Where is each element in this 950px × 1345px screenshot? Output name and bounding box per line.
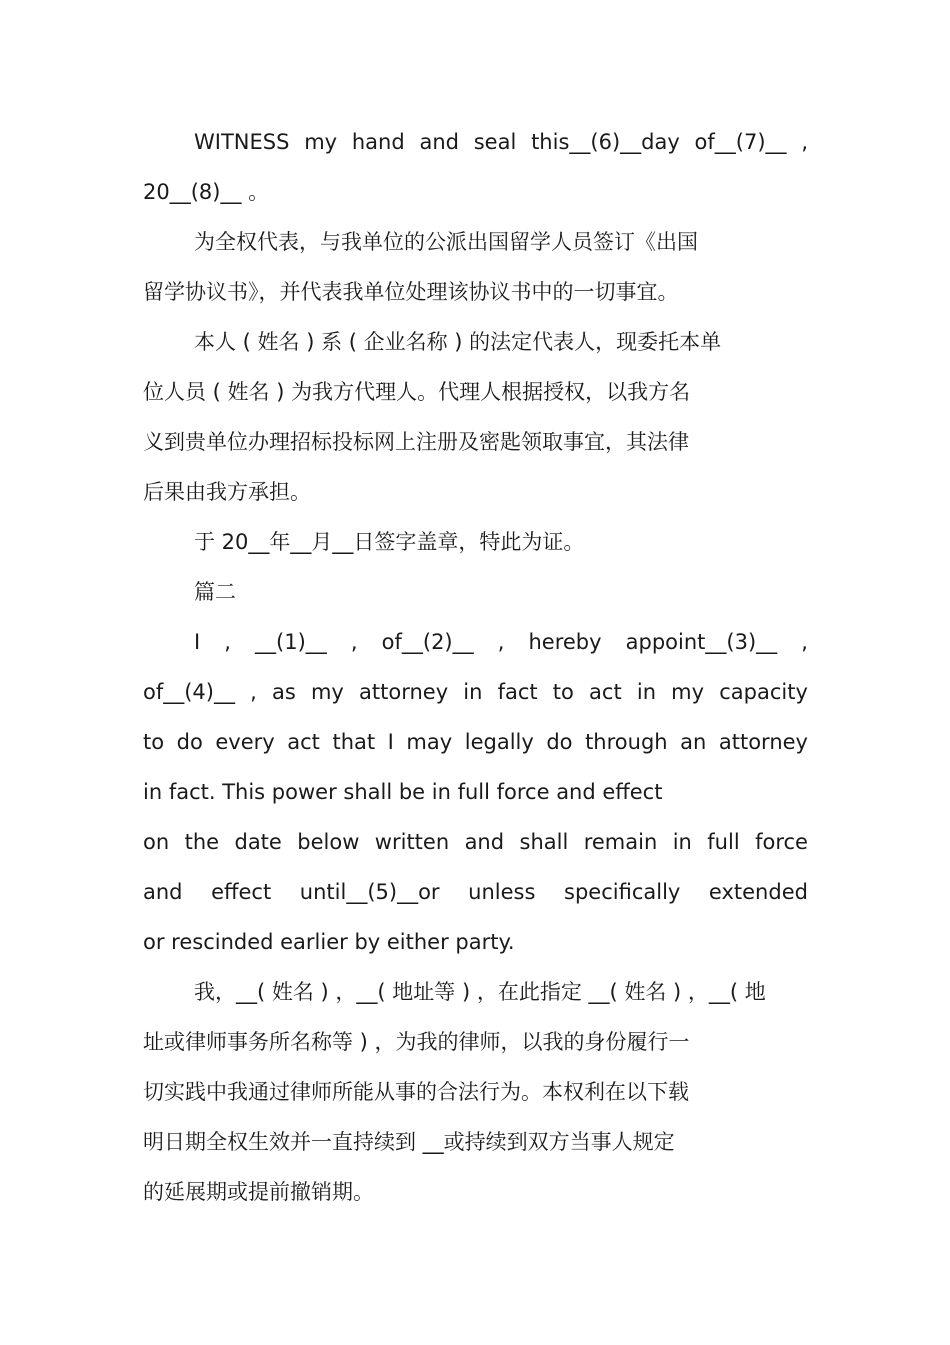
word: ,: [350, 630, 358, 654]
word: do: [176, 730, 203, 754]
word: full: [707, 830, 740, 854]
word: extended: [708, 880, 808, 904]
word: to: [143, 730, 165, 754]
word: fact: [497, 680, 538, 704]
paragraph-7-line-1: 我，__( 姓名 ) ，__( 地址等 ) ，在此指定 __( 姓名 ) ，__( 地: [194, 980, 766, 1004]
word: to: [552, 680, 574, 704]
word: WITNESS: [194, 130, 290, 154]
word: act: [287, 730, 320, 754]
word: that: [332, 730, 376, 754]
word: my: [671, 680, 705, 704]
word: in: [636, 680, 657, 704]
paragraph-3-line-2: 位人员 ( 姓名 ) 为我方代理人。代理人根据授权，以我方名: [143, 380, 691, 404]
word: ,: [497, 630, 505, 654]
paragraph-6-line-6: [143, 878, 808, 906]
word: this__(6)__day: [531, 130, 680, 154]
word: of__(7)__: [694, 130, 787, 154]
word: ,: [250, 680, 257, 704]
word: remain: [583, 830, 658, 854]
word: below: [297, 830, 360, 854]
paragraph-6-line-7: or rescinded earlier by either party.: [143, 930, 515, 954]
paragraph-2-line-2: 留学协议书》，并代表我单位处理该协议书中的一切事宜。: [143, 280, 679, 304]
word: hand: [351, 130, 405, 154]
word: attorney: [359, 680, 449, 704]
word: and: [143, 880, 183, 904]
paragraph-6-line-1: [194, 628, 808, 656]
word: my: [310, 680, 344, 704]
word: unless: [468, 880, 536, 904]
word: my: [304, 130, 338, 154]
paragraph-3-line-4: 后果由我方承担。: [143, 480, 311, 504]
word: written: [374, 830, 450, 854]
paragraph-1-line-2: 20__(8)__ 。: [143, 180, 270, 204]
paragraph-7-line-5: 的延展期或提前撤销期。: [143, 1180, 374, 1204]
word: ,: [801, 130, 808, 154]
paragraph-3-line-3: 义到贵单位办理招标投标网上注册及密匙领取事宜，其法律: [143, 430, 689, 454]
paragraph-6-line-5: [143, 828, 808, 856]
paragraph-1-line-1: [194, 128, 808, 156]
word: in: [463, 680, 483, 704]
word: of__(4)__: [143, 680, 235, 704]
word: legally: [464, 730, 534, 754]
word: through: [585, 730, 668, 754]
word: attorney: [718, 730, 808, 754]
word: the: [184, 830, 220, 854]
word: date: [234, 830, 282, 854]
word: act: [589, 680, 622, 704]
paragraph-5-line-1: 篇二: [194, 580, 236, 604]
word: I: [194, 630, 201, 654]
word: until__(5)__or: [299, 880, 440, 904]
word: I: [387, 730, 394, 754]
paragraph-7-line-2: 址或律师事务所名称等 ) ，为我的律师，以我的身份履行一: [143, 1030, 690, 1054]
word: every: [215, 730, 275, 754]
word: hereby: [528, 630, 602, 654]
word: ,: [801, 630, 808, 654]
paragraph-3-line-1: 本人 ( 姓名 ) 系 ( 企业名称 ) 的法定代表人，现委托本单: [194, 330, 722, 354]
word: specifically: [564, 880, 681, 904]
word: seal: [473, 130, 517, 154]
paragraph-7-line-3: 切实践中我通过律师所能从事的合法行为。本权利在以下载: [143, 1080, 689, 1104]
word: an: [680, 730, 707, 754]
word: capacity: [719, 680, 808, 704]
paragraph-6-line-2: [143, 678, 808, 706]
paragraph-4-line-1: 于 20__年__月__日签字盖章，特此为证。: [194, 530, 585, 554]
paragraph-6-line-4: in fact. This power shall be in full force and effect: [143, 780, 663, 804]
word: appoint__(3)__: [625, 630, 778, 654]
word: may: [406, 730, 453, 754]
word: and: [464, 830, 505, 854]
paragraph-2-line-1: 为全权代表，与我单位的公派出国留学人员签订《出国: [194, 230, 698, 254]
word: ,: [224, 630, 231, 654]
word: force: [755, 830, 808, 854]
word: as: [272, 680, 296, 704]
word: shall: [519, 830, 569, 854]
word: do: [546, 730, 573, 754]
word: of__(2)__: [381, 630, 474, 654]
paragraph-7-line-4: 明日期全权生效并一直持续到 __或持续到双方当事人规定: [143, 1130, 675, 1154]
word: on: [143, 830, 170, 854]
word: __(1)__: [255, 630, 327, 654]
word: effect: [211, 880, 272, 904]
word: in: [672, 830, 692, 854]
word: and: [419, 130, 459, 154]
paragraph-6-line-3: [143, 728, 808, 756]
